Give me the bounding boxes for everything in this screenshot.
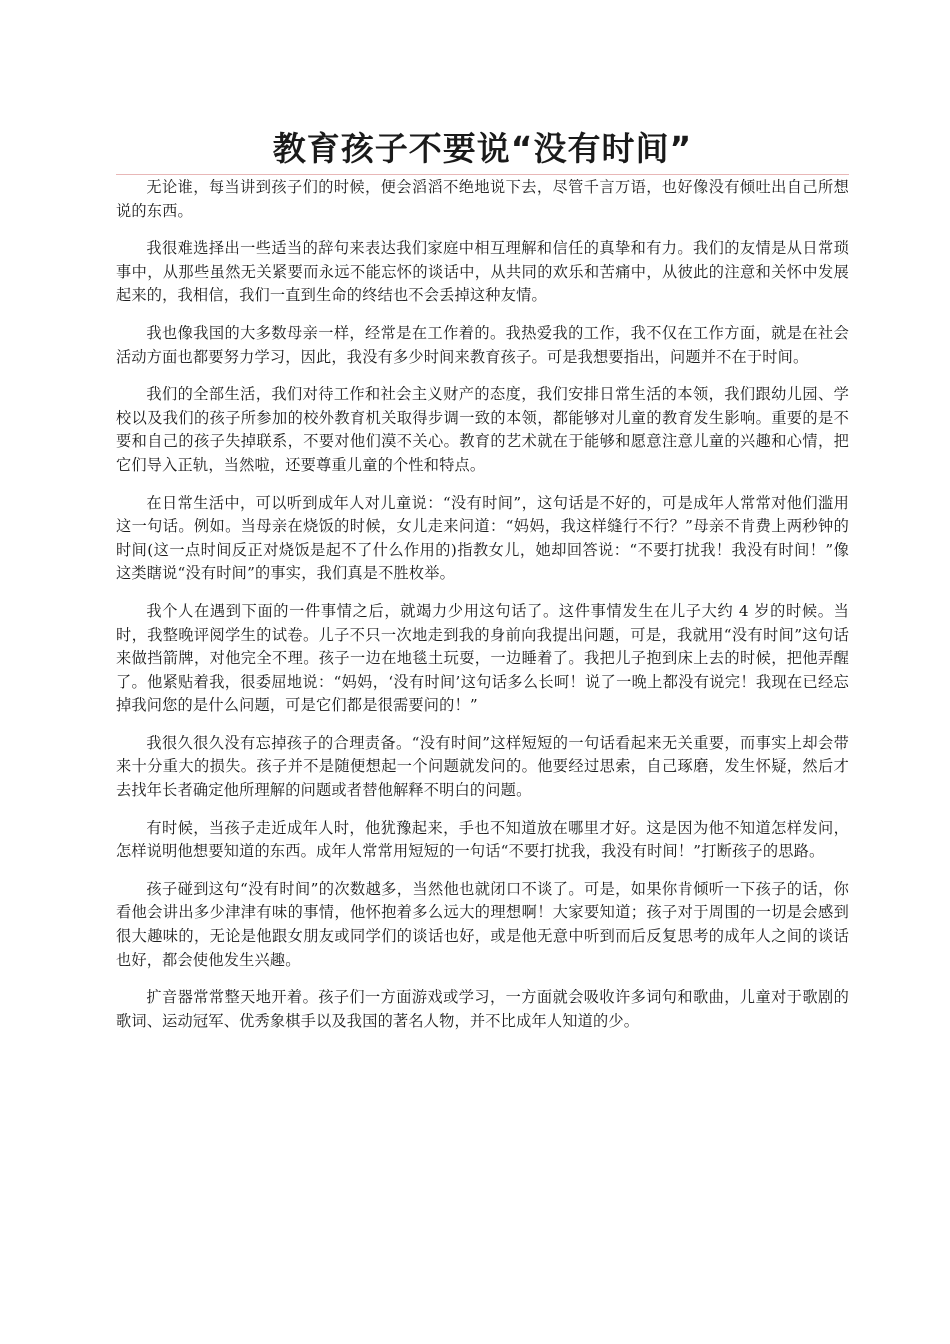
document-body	[116, 176, 849, 1047]
paragraph: 无论谁，每当讲到孩子们的时候，便会滔滔不绝地说下去，尽管千言万语，也好像没有倾吐出自己所想说的东西。	[116, 178, 849, 220]
paragraph: 在日常生活中，可以听到成年人对儿童说：“没有时间”，这句话是不好的，可是成年人常常对他们滥用这一句话。例如。当母亲在烧饭的时候，女儿走来问道：“妈妈，我这样缝行不行？”母亲不肯费上两秒钟的时间(这一点时间反正对烧饭是起不了什么作用的)指教女儿，她却回答说：“不要打扰我！我没有时间！”像这类瞎说“没有时间”的事实，我们真是不胜枚举。	[116, 493, 849, 583]
paragraph: 我很久很久没有忘掉孩子的合理责备。“没有时间”这样短短的一句话看起来无关重要，而事实上却会带来十分重大的损失。孩子并不是随便想起一个问题就发问的。他要经过思索，自己琢磨，发生怀疑，然后才去找年长者确定他所理解的问题或者替他解释不明白的问题。	[116, 733, 849, 800]
paragraph: 有时候，当孩子走近成年人时，他犹豫起来，手也不知道放在哪里才好。这是因为他不知道怎样发问，怎样说明他想要知道的东西。成年人常常用短短的一句话“不要打扰我，我没有时间！”打断孩子的思路。	[116, 818, 849, 861]
title-divider	[116, 174, 849, 175]
document-title: 教育孩子不要说“没有时间”	[272, 129, 693, 168]
paragraph: 孩子碰到这句“没有时间”的次数越多，当然他也就闭口不谈了。可是，如果你肯倾听一下孩子的话，你看他会讲出多少津津有味的事情，他怀抱着多么远大的理想啊！大家要知道；孩子对于周围的一切是会感到很大趣味的，无论是他跟女朋友或同学们的谈话也好，或是他无意中听到而后反复思考的成年人之间的谈话也好，都会使他发生兴趣。	[116, 879, 849, 969]
paragraph: 我很难选择出一些适当的辞句来表达我们家庭中相互理解和信任的真挚和有力。我们的友情是从日常琐事中，从那些虽然无关紧要而永远不能忘怀的谈话中，从共同的欢乐和苦痛中，从彼此的注意和关怀中发展起来的，我相信，我们一直到生命的终结也不会丢掉这种友情。	[116, 239, 849, 305]
paragraph: 我也像我国的大多数母亲一样，经常是在工作着的。我热爱我的工作，我不仅在工作方面，就是在社会活动方面也都要努力学习，因此，我没有多少时间来教育孩子。可是我想要指出，问题并不在于时间。	[116, 323, 849, 366]
paragraph: 扩音器常常整天地开着。孩子们一方面游戏或学习，一方面就会吸收许多词句和歌曲，儿童对于歌剧的歌词、运动冠军、优秀象棋手以及我国的著名人物，并不比成年人知道的少。	[116, 988, 849, 1030]
paragraph: 我们的全部生活，我们对待工作和社会主义财产的态度，我们安排日常生活的本领，我们跟幼儿园、学校以及我们的孩子所参加的校外教育机关取得步调一致的本领，都能够对儿童的教育发生影响。重要的是不要和自己的孩子失掉联系，不要对他们漠不关心。教育的艺术就在于能够和愿意注意儿童的兴趣和心情，把它们导入正轨，当然啦，还要尊重儿童的个性和特点。	[116, 385, 849, 474]
paragraph: 我个人在遇到下面的一件事情之后，就竭力少用这句话了。这件事情发生在儿子大约 4 岁的时候。当时，我整晚评阅学生的试卷。儿子不只一次地走到我的身前向我提出问题，可是，我就用“没有时间”这句话来做挡箭牌，对他完全不理。孩子一边在地毯土玩耍，一边睡着了。我把儿子抱到床上去的时候，把他弄醒了。他紧贴着我，很委屈地说：“妈妈，‘没有时间’这句话多么长呵！说了一晚上都没有说完！我现在已经忘掉我问您的是什么问题，可是它们都是很需要问的！”	[116, 601, 849, 715]
